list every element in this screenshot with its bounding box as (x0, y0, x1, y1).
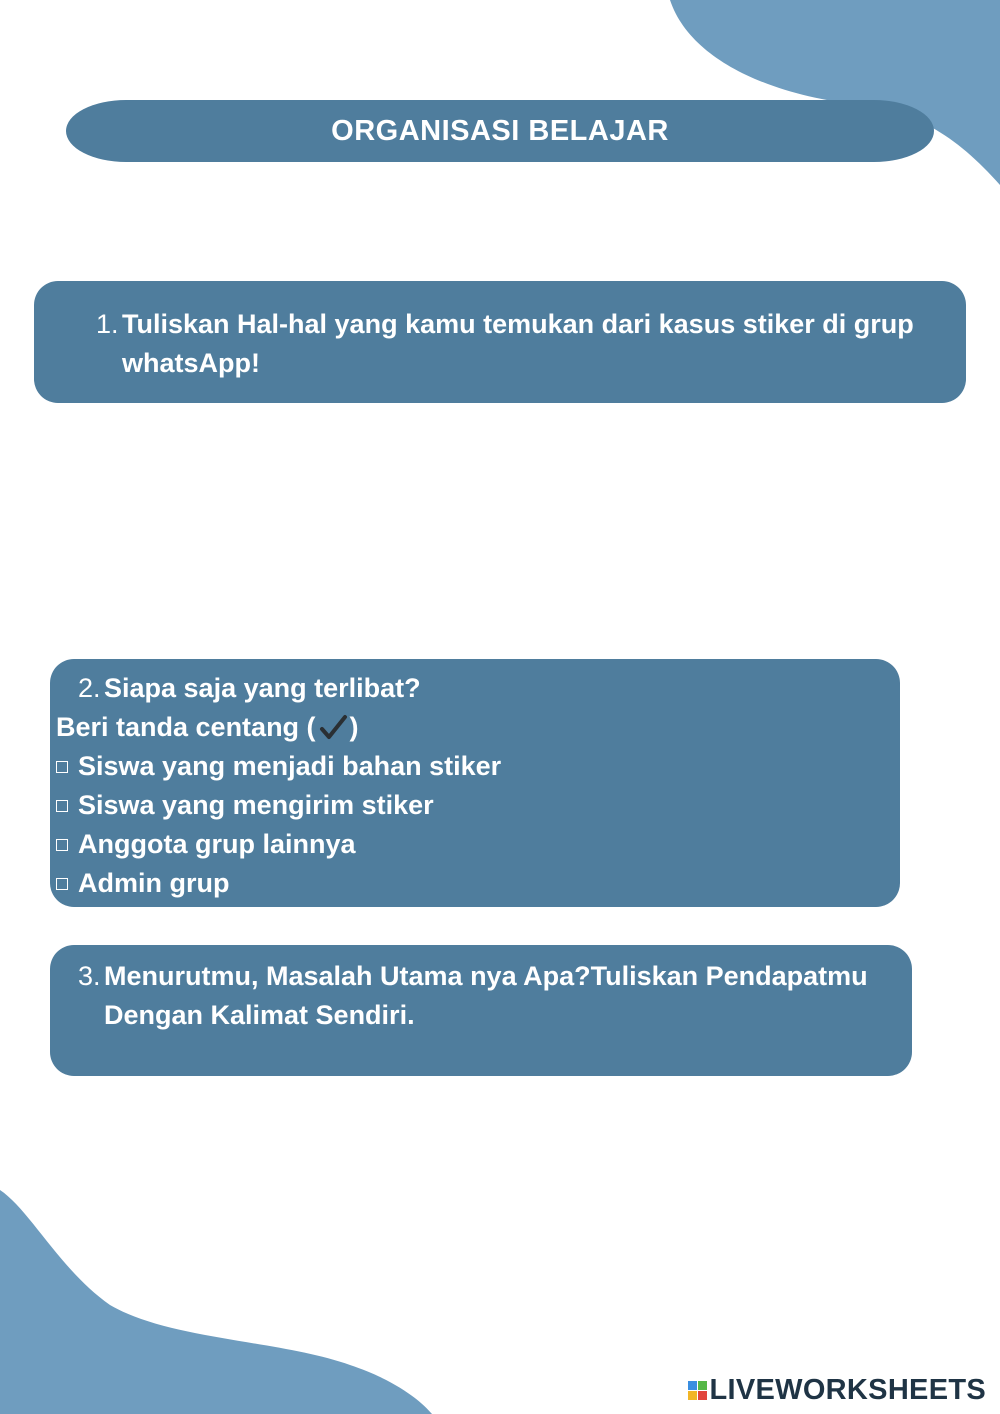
question-1-card (34, 281, 966, 403)
option-label: Anggota grup lainnya (78, 829, 356, 859)
instruction-prefix: Beri tanda centang ( (56, 712, 316, 742)
instruction-line (56, 708, 888, 747)
question-2-text: Siapa saja yang terlibat? (104, 673, 421, 703)
brand-name: LIVEWORKSHEETS (709, 1374, 986, 1406)
option-checkbox[interactable] (56, 878, 68, 890)
option-item[interactable] (56, 786, 888, 825)
option-label: Siswa yang mengirim stiker (78, 790, 434, 820)
question-3-text: Menurutmu, Masalah Utama nya Apa?Tuliskan Pendapatmu Dengan Kalimat Sendiri. (104, 961, 868, 1030)
question-1-number: 1. (96, 309, 119, 339)
page-title-text: ORGANISASI BELAJAR (331, 114, 669, 147)
question-1-text: Tuliskan Hal-hal yang kamu temukan dari kasus stiker di grup whatsApp! (122, 309, 914, 378)
option-item[interactable] (56, 864, 888, 903)
checkmark-icon (317, 712, 349, 744)
option-checkbox[interactable] (56, 800, 68, 812)
option-checkbox[interactable] (56, 761, 68, 773)
question-3-number: 3. (78, 961, 101, 991)
option-label: Admin grup (78, 868, 230, 898)
liveworksheets-brand (688, 1374, 987, 1407)
question-2-card (50, 659, 900, 907)
option-item[interactable] (56, 825, 888, 864)
page-title (66, 100, 934, 162)
question-2-number: 2. (78, 673, 101, 703)
bottom-left-blob (0, 1190, 440, 1414)
option-item[interactable] (56, 747, 888, 786)
option-label: Siswa yang menjadi bahan stiker (78, 751, 502, 781)
instruction-suffix: ) (349, 712, 359, 742)
question-3-card (50, 945, 912, 1076)
option-checkbox[interactable] (56, 839, 68, 851)
liveworksheets-logo (688, 1381, 707, 1400)
